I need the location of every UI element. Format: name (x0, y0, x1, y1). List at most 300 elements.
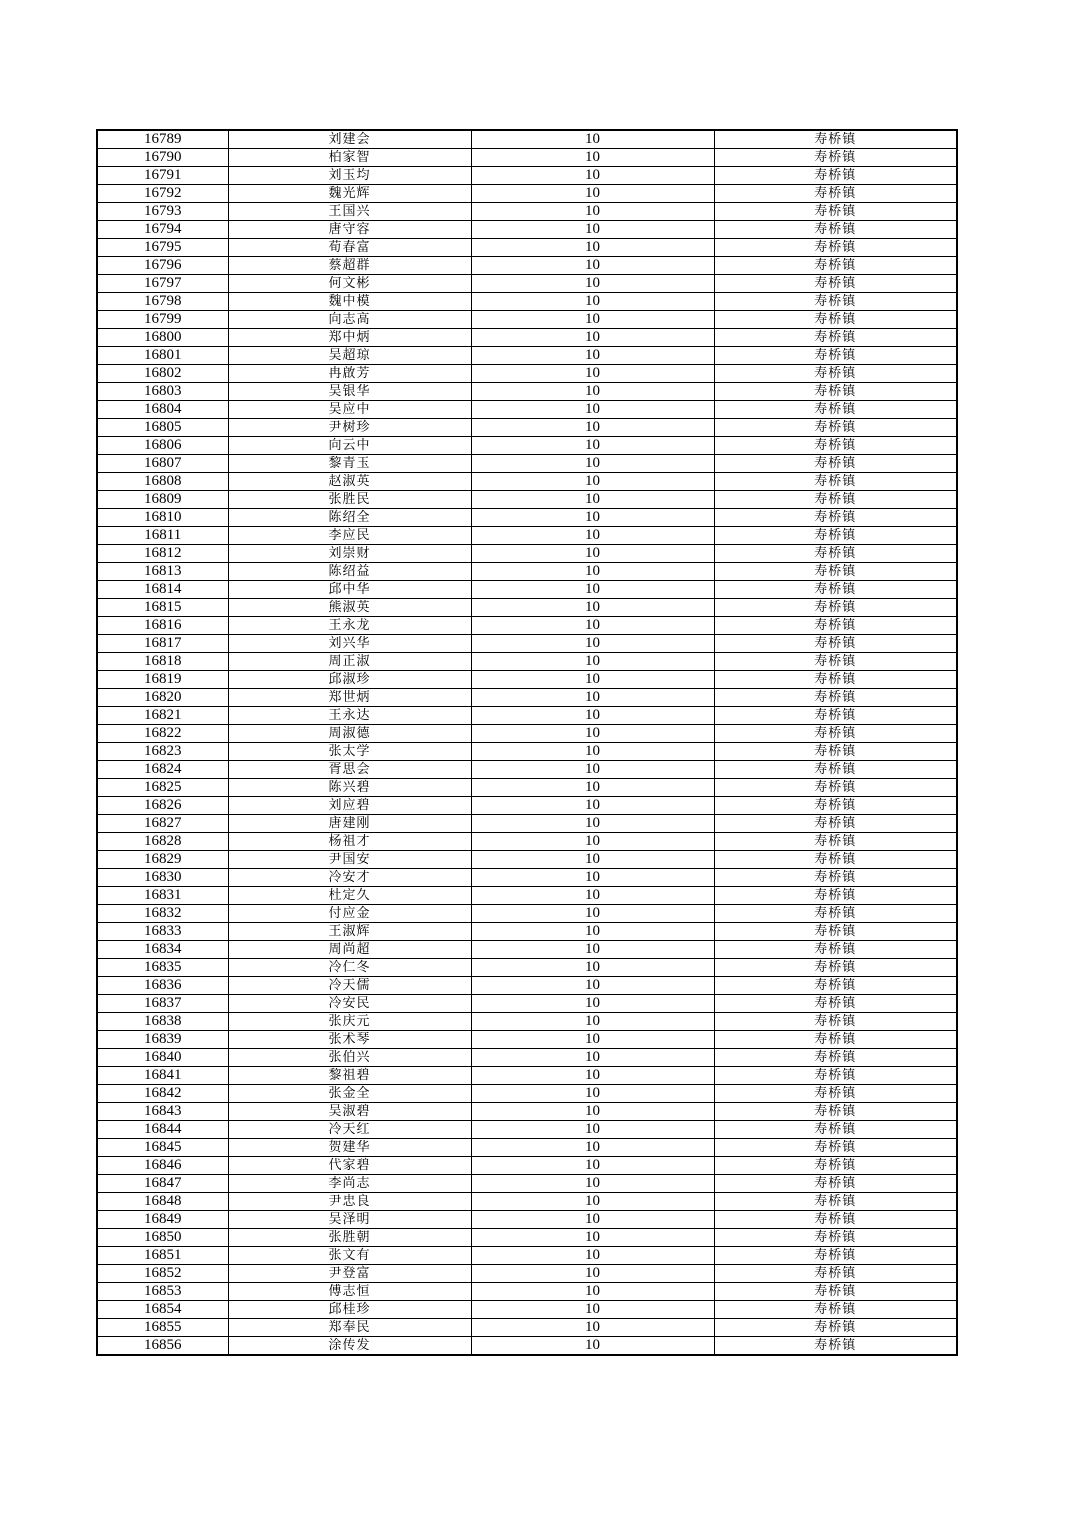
cell-name: 陈绍益 (228, 563, 471, 581)
table-row (97, 671, 957, 689)
cell-amount: 10 (471, 923, 714, 941)
cell-id: 16797 (97, 275, 228, 293)
cell-id: 16847 (97, 1175, 228, 1193)
cell-amount: 10 (471, 977, 714, 995)
cell-id: 16831 (97, 887, 228, 905)
cell-id: 16856 (97, 1337, 228, 1356)
cell-town: 寿桥镇 (714, 815, 957, 833)
table-row (97, 779, 957, 797)
cell-id: 16826 (97, 797, 228, 815)
cell-town: 寿桥镇 (714, 761, 957, 779)
cell-name: 冷仁冬 (228, 959, 471, 977)
cell-name: 刘玉均 (228, 167, 471, 185)
table-row (97, 1301, 957, 1319)
cell-amount: 10 (471, 1301, 714, 1319)
cell-amount: 10 (471, 275, 714, 293)
cell-id: 16828 (97, 833, 228, 851)
cell-id: 16851 (97, 1247, 228, 1265)
cell-amount: 10 (471, 833, 714, 851)
cell-town: 寿桥镇 (714, 419, 957, 437)
cell-id: 16853 (97, 1283, 228, 1301)
cell-town: 寿桥镇 (714, 1121, 957, 1139)
cell-amount: 10 (471, 185, 714, 203)
cell-town: 寿桥镇 (714, 527, 957, 545)
cell-id: 16800 (97, 329, 228, 347)
cell-id: 16820 (97, 689, 228, 707)
cell-town: 寿桥镇 (714, 743, 957, 761)
cell-amount: 10 (471, 473, 714, 491)
cell-name: 郑中炳 (228, 329, 471, 347)
cell-town: 寿桥镇 (714, 383, 957, 401)
cell-id: 16825 (97, 779, 228, 797)
table-row (97, 130, 957, 149)
cell-town: 寿桥镇 (714, 563, 957, 581)
cell-town: 寿桥镇 (714, 365, 957, 383)
cell-name: 陈绍全 (228, 509, 471, 527)
cell-id: 16806 (97, 437, 228, 455)
table-row (97, 1265, 957, 1283)
cell-town: 寿桥镇 (714, 1211, 957, 1229)
cell-name: 付应金 (228, 905, 471, 923)
cell-town: 寿桥镇 (714, 1157, 957, 1175)
cell-town: 寿桥镇 (714, 491, 957, 509)
cell-id: 16801 (97, 347, 228, 365)
cell-id: 16799 (97, 311, 228, 329)
table-row (97, 1247, 957, 1265)
table-row (97, 329, 957, 347)
table-row (97, 1049, 957, 1067)
cell-id: 16795 (97, 239, 228, 257)
cell-id: 16808 (97, 473, 228, 491)
cell-name: 刘崇财 (228, 545, 471, 563)
table-row (97, 311, 957, 329)
cell-id: 16840 (97, 1049, 228, 1067)
cell-name: 陈兴碧 (228, 779, 471, 797)
cell-amount: 10 (471, 1157, 714, 1175)
table-row (97, 185, 957, 203)
cell-amount: 10 (471, 329, 714, 347)
cell-amount: 10 (471, 851, 714, 869)
cell-town: 寿桥镇 (714, 1337, 957, 1356)
cell-name: 吴应中 (228, 401, 471, 419)
cell-amount: 10 (471, 815, 714, 833)
cell-name: 冷安民 (228, 995, 471, 1013)
cell-amount: 10 (471, 1103, 714, 1121)
table-row (97, 959, 957, 977)
cell-town: 寿桥镇 (714, 905, 957, 923)
cell-name: 尹国安 (228, 851, 471, 869)
cell-name: 傅志恒 (228, 1283, 471, 1301)
cell-amount: 10 (471, 149, 714, 167)
cell-id: 16821 (97, 707, 228, 725)
cell-amount: 10 (471, 1049, 714, 1067)
cell-amount: 10 (471, 959, 714, 977)
cell-town: 寿桥镇 (714, 851, 957, 869)
cell-amount: 10 (471, 905, 714, 923)
cell-amount: 10 (471, 1337, 714, 1356)
cell-amount: 10 (471, 509, 714, 527)
cell-name: 冷天红 (228, 1121, 471, 1139)
cell-amount: 10 (471, 1211, 714, 1229)
cell-name: 黎祖碧 (228, 1067, 471, 1085)
cell-id: 16848 (97, 1193, 228, 1211)
table-row (97, 365, 957, 383)
table-row (97, 1283, 957, 1301)
cell-town: 寿桥镇 (714, 509, 957, 527)
cell-town: 寿桥镇 (714, 653, 957, 671)
cell-town: 寿桥镇 (714, 869, 957, 887)
cell-amount: 10 (471, 1031, 714, 1049)
table-row (97, 1103, 957, 1121)
table-row (97, 815, 957, 833)
cell-name: 邱中华 (228, 581, 471, 599)
cell-town: 寿桥镇 (714, 203, 957, 221)
table-row (97, 1121, 957, 1139)
cell-amount: 10 (471, 563, 714, 581)
cell-amount: 10 (471, 401, 714, 419)
table-row (97, 743, 957, 761)
cell-name: 柏家智 (228, 149, 471, 167)
cell-name: 尹忠良 (228, 1193, 471, 1211)
cell-name: 向云中 (228, 437, 471, 455)
cell-name: 冉啟芳 (228, 365, 471, 383)
table-row (97, 455, 957, 473)
cell-amount: 10 (471, 635, 714, 653)
table-row (97, 599, 957, 617)
cell-town: 寿桥镇 (714, 130, 957, 149)
cell-town: 寿桥镇 (714, 437, 957, 455)
cell-name: 刘建会 (228, 130, 471, 149)
cell-name: 向志高 (228, 311, 471, 329)
cell-name: 张庆元 (228, 1013, 471, 1031)
cell-id: 16842 (97, 1085, 228, 1103)
cell-amount: 10 (471, 383, 714, 401)
cell-amount: 10 (471, 869, 714, 887)
cell-town: 寿桥镇 (714, 779, 957, 797)
table-row (97, 221, 957, 239)
cell-town: 寿桥镇 (714, 347, 957, 365)
table-row (97, 977, 957, 995)
cell-town: 寿桥镇 (714, 689, 957, 707)
table-row (97, 545, 957, 563)
cell-town: 寿桥镇 (714, 707, 957, 725)
cell-town: 寿桥镇 (714, 1049, 957, 1067)
cell-name: 李应民 (228, 527, 471, 545)
cell-name: 尹登富 (228, 1265, 471, 1283)
cell-name: 刘应碧 (228, 797, 471, 815)
cell-amount: 10 (471, 491, 714, 509)
cell-id: 16818 (97, 653, 228, 671)
table-row (97, 149, 957, 167)
cell-id: 16790 (97, 149, 228, 167)
table-row (97, 1139, 957, 1157)
cell-id: 16846 (97, 1157, 228, 1175)
cell-id: 16802 (97, 365, 228, 383)
cell-id: 16791 (97, 167, 228, 185)
cell-town: 寿桥镇 (714, 401, 957, 419)
cell-id: 16815 (97, 599, 228, 617)
cell-town: 寿桥镇 (714, 167, 957, 185)
cell-amount: 10 (471, 671, 714, 689)
cell-town: 寿桥镇 (714, 329, 957, 347)
cell-town: 寿桥镇 (714, 923, 957, 941)
cell-name: 王国兴 (228, 203, 471, 221)
table-row (97, 653, 957, 671)
table-row (97, 383, 957, 401)
cell-name: 郑世炳 (228, 689, 471, 707)
cell-amount: 10 (471, 1085, 714, 1103)
table-row (97, 203, 957, 221)
data-table (96, 129, 958, 1356)
table-body (97, 130, 957, 1355)
cell-id: 16841 (97, 1067, 228, 1085)
cell-name: 周尚超 (228, 941, 471, 959)
cell-name: 郑奉民 (228, 1319, 471, 1337)
cell-amount: 10 (471, 797, 714, 815)
cell-name: 周淑德 (228, 725, 471, 743)
cell-name: 唐守容 (228, 221, 471, 239)
cell-name: 吴超琼 (228, 347, 471, 365)
cell-amount: 10 (471, 1175, 714, 1193)
cell-name: 吴银华 (228, 383, 471, 401)
table-row (97, 473, 957, 491)
cell-name: 王永龙 (228, 617, 471, 635)
cell-id: 16823 (97, 743, 228, 761)
table-row (97, 1229, 957, 1247)
cell-id: 16824 (97, 761, 228, 779)
cell-amount: 10 (471, 257, 714, 275)
cell-id: 16794 (97, 221, 228, 239)
cell-amount: 10 (471, 689, 714, 707)
cell-town: 寿桥镇 (714, 1139, 957, 1157)
cell-id: 16833 (97, 923, 228, 941)
cell-name: 周正淑 (228, 653, 471, 671)
cell-amount: 10 (471, 1067, 714, 1085)
cell-town: 寿桥镇 (714, 941, 957, 959)
table-row (97, 1319, 957, 1337)
cell-town: 寿桥镇 (714, 473, 957, 491)
cell-id: 16844 (97, 1121, 228, 1139)
cell-amount: 10 (471, 239, 714, 257)
cell-amount: 10 (471, 779, 714, 797)
cell-name: 魏光辉 (228, 185, 471, 203)
cell-id: 16813 (97, 563, 228, 581)
cell-name: 胥思会 (228, 761, 471, 779)
table-row (97, 1013, 957, 1031)
table-row (97, 995, 957, 1013)
cell-town: 寿桥镇 (714, 1265, 957, 1283)
cell-id: 16845 (97, 1139, 228, 1157)
cell-name: 赵淑英 (228, 473, 471, 491)
cell-name: 张胜朝 (228, 1229, 471, 1247)
cell-town: 寿桥镇 (714, 1175, 957, 1193)
cell-town: 寿桥镇 (714, 1283, 957, 1301)
table-row (97, 1085, 957, 1103)
table-row (97, 293, 957, 311)
cell-name: 黎青玉 (228, 455, 471, 473)
cell-name: 张金全 (228, 1085, 471, 1103)
cell-amount: 10 (471, 1265, 714, 1283)
table-row (97, 833, 957, 851)
cell-amount: 10 (471, 419, 714, 437)
cell-id: 16855 (97, 1319, 228, 1337)
cell-town: 寿桥镇 (714, 977, 957, 995)
cell-id: 16843 (97, 1103, 228, 1121)
table-row (97, 419, 957, 437)
cell-amount: 10 (471, 581, 714, 599)
cell-amount: 10 (471, 1283, 714, 1301)
cell-id: 16852 (97, 1265, 228, 1283)
table-row (97, 527, 957, 545)
cell-amount: 10 (471, 887, 714, 905)
cell-name: 何文彬 (228, 275, 471, 293)
cell-name: 蔡超群 (228, 257, 471, 275)
table-row (97, 1175, 957, 1193)
table-row (97, 725, 957, 743)
cell-id: 16835 (97, 959, 228, 977)
cell-amount: 10 (471, 221, 714, 239)
cell-town: 寿桥镇 (714, 221, 957, 239)
cell-town: 寿桥镇 (714, 887, 957, 905)
table-row (97, 869, 957, 887)
cell-name: 王永达 (228, 707, 471, 725)
table-row (97, 905, 957, 923)
cell-id: 16804 (97, 401, 228, 419)
table-row (97, 797, 957, 815)
cell-name: 贺建华 (228, 1139, 471, 1157)
cell-id: 16817 (97, 635, 228, 653)
cell-name: 邱桂珍 (228, 1301, 471, 1319)
table-row (97, 707, 957, 725)
cell-name: 张术琴 (228, 1031, 471, 1049)
cell-id: 16809 (97, 491, 228, 509)
cell-name: 唐建刚 (228, 815, 471, 833)
cell-town: 寿桥镇 (714, 599, 957, 617)
table-row (97, 1031, 957, 1049)
cell-town: 寿桥镇 (714, 1067, 957, 1085)
cell-id: 16830 (97, 869, 228, 887)
table-row (97, 1337, 957, 1356)
cell-town: 寿桥镇 (714, 1193, 957, 1211)
cell-name: 张太学 (228, 743, 471, 761)
cell-name: 张伯兴 (228, 1049, 471, 1067)
cell-amount: 10 (471, 437, 714, 455)
cell-name: 涂传发 (228, 1337, 471, 1356)
cell-id: 16827 (97, 815, 228, 833)
cell-id: 16854 (97, 1301, 228, 1319)
cell-town: 寿桥镇 (714, 725, 957, 743)
cell-id: 16839 (97, 1031, 228, 1049)
cell-name: 刘兴华 (228, 635, 471, 653)
cell-id: 16789 (97, 130, 228, 149)
cell-name: 尹树珍 (228, 419, 471, 437)
table-row (97, 1157, 957, 1175)
cell-amount: 10 (471, 725, 714, 743)
cell-id: 16838 (97, 1013, 228, 1031)
cell-town: 寿桥镇 (714, 671, 957, 689)
table-row (97, 851, 957, 869)
cell-amount: 10 (471, 599, 714, 617)
cell-town: 寿桥镇 (714, 1031, 957, 1049)
cell-id: 16819 (97, 671, 228, 689)
cell-id: 16837 (97, 995, 228, 1013)
cell-town: 寿桥镇 (714, 635, 957, 653)
cell-amount: 10 (471, 1319, 714, 1337)
cell-town: 寿桥镇 (714, 239, 957, 257)
cell-name: 代家碧 (228, 1157, 471, 1175)
cell-id: 16834 (97, 941, 228, 959)
cell-name: 吴淑碧 (228, 1103, 471, 1121)
cell-id: 16849 (97, 1211, 228, 1229)
cell-amount: 10 (471, 617, 714, 635)
cell-id: 16792 (97, 185, 228, 203)
cell-town: 寿桥镇 (714, 257, 957, 275)
table-row (97, 239, 957, 257)
table-row (97, 1193, 957, 1211)
cell-amount: 10 (471, 347, 714, 365)
cell-id: 16810 (97, 509, 228, 527)
table-row (97, 581, 957, 599)
cell-id: 16816 (97, 617, 228, 635)
cell-amount: 10 (471, 1121, 714, 1139)
table-row (97, 167, 957, 185)
cell-id: 16796 (97, 257, 228, 275)
cell-town: 寿桥镇 (714, 275, 957, 293)
cell-id: 16811 (97, 527, 228, 545)
cell-town: 寿桥镇 (714, 833, 957, 851)
table-row (97, 275, 957, 293)
cell-town: 寿桥镇 (714, 1013, 957, 1031)
table-row (97, 887, 957, 905)
cell-town: 寿桥镇 (714, 293, 957, 311)
cell-name: 张胜民 (228, 491, 471, 509)
cell-amount: 10 (471, 167, 714, 185)
cell-amount: 10 (471, 995, 714, 1013)
cell-amount: 10 (471, 545, 714, 563)
cell-amount: 10 (471, 743, 714, 761)
cell-town: 寿桥镇 (714, 1103, 957, 1121)
cell-amount: 10 (471, 941, 714, 959)
cell-town: 寿桥镇 (714, 959, 957, 977)
cell-id: 16829 (97, 851, 228, 869)
table-row (97, 437, 957, 455)
cell-id: 16805 (97, 419, 228, 437)
cell-amount: 10 (471, 707, 714, 725)
cell-name: 冷安才 (228, 869, 471, 887)
cell-town: 寿桥镇 (714, 617, 957, 635)
cell-amount: 10 (471, 311, 714, 329)
cell-name: 荀春富 (228, 239, 471, 257)
cell-town: 寿桥镇 (714, 185, 957, 203)
cell-town: 寿桥镇 (714, 455, 957, 473)
cell-amount: 10 (471, 455, 714, 473)
table-row (97, 923, 957, 941)
cell-town: 寿桥镇 (714, 797, 957, 815)
cell-name: 张文有 (228, 1247, 471, 1265)
cell-amount: 10 (471, 203, 714, 221)
table-row (97, 761, 957, 779)
cell-town: 寿桥镇 (714, 1229, 957, 1247)
cell-name: 王淑辉 (228, 923, 471, 941)
cell-amount: 10 (471, 1229, 714, 1247)
cell-id: 16814 (97, 581, 228, 599)
cell-id: 16798 (97, 293, 228, 311)
cell-town: 寿桥镇 (714, 1247, 957, 1265)
table-row (97, 941, 957, 959)
cell-amount: 10 (471, 293, 714, 311)
cell-town: 寿桥镇 (714, 545, 957, 563)
cell-town: 寿桥镇 (714, 995, 957, 1013)
